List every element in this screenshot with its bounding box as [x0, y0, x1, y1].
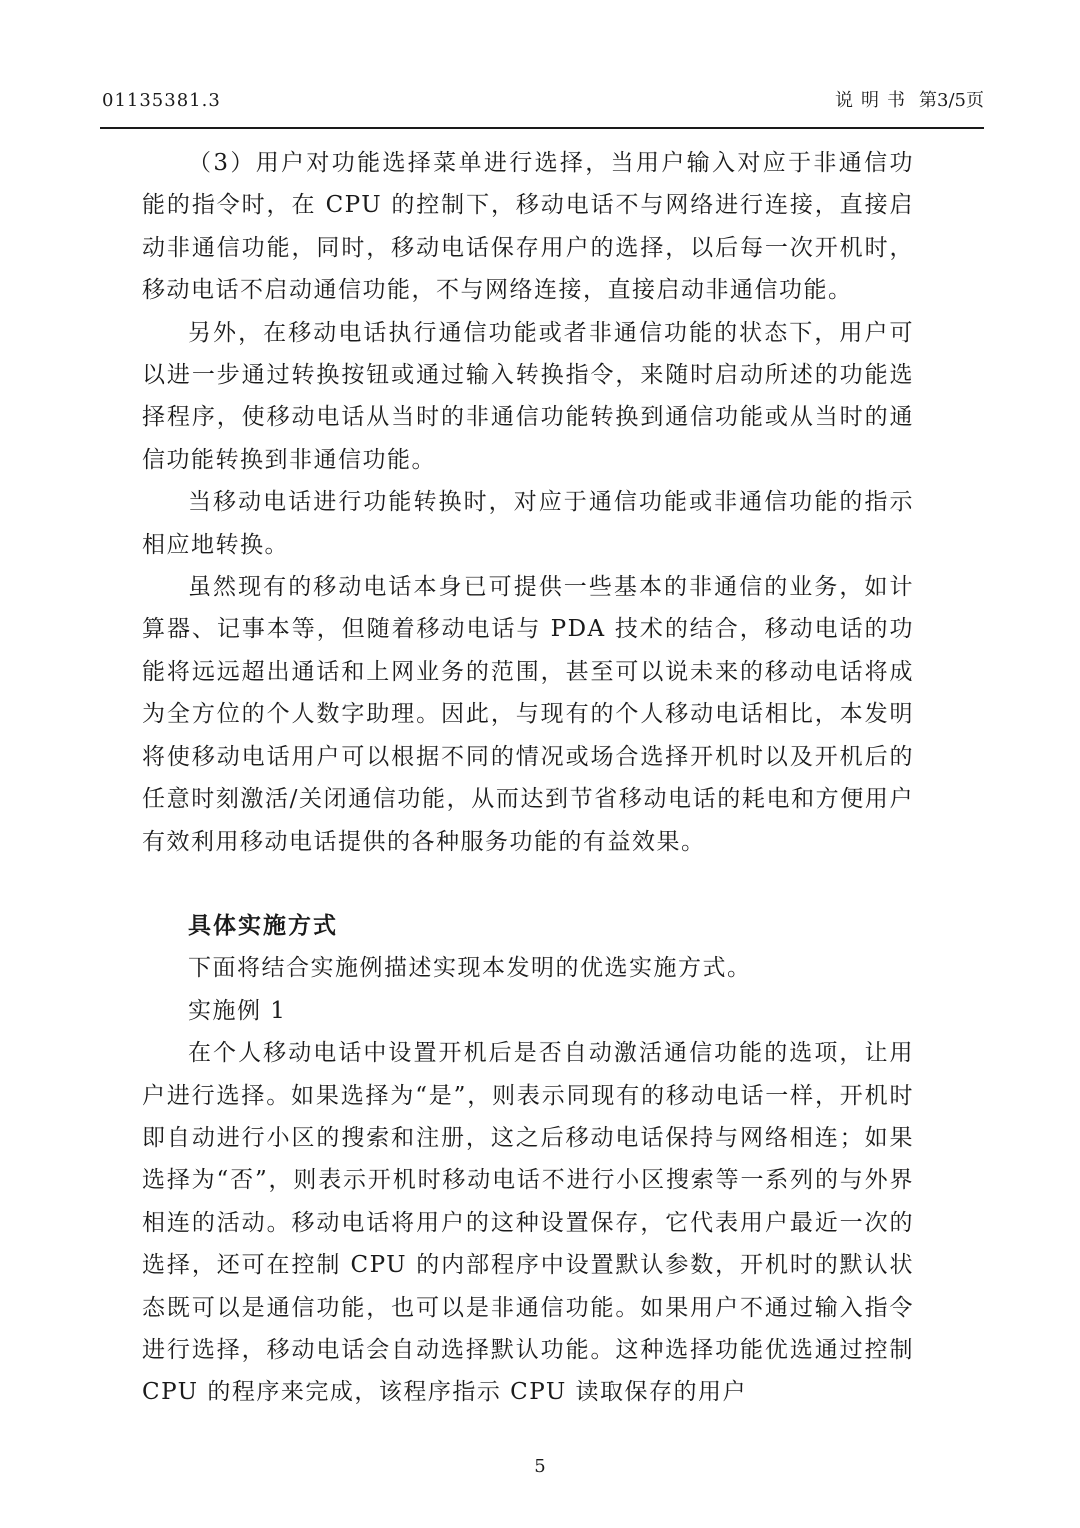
paragraph-2: 另外，在移动电话执行通信功能或者非通信功能的状态下，用户可以进一步通过转换按钮或通过输入转换指令，来随时启动所述的功能选择程序，使移动电话从当时的非通信功能转换到通信功能或从当时的通信功能转换到非通信功能。 [142, 319, 914, 473]
page-number: 5 [534, 1456, 546, 1477]
paragraph-1: （3）用户对功能选择菜单进行选择，当用户输入对应于非通信功能的指令时，在 CPU 的控制下，移动电话不与网络进行连接，直接启动非通信功能，同时，移动电话保存用户的选择，以后每一次开机时，移动电话不启动通信功能，不与网络连接，直接启动非通信功能。 [142, 150, 914, 304]
document-body [142, 142, 914, 1414]
paragraph-7: 在个人移动电话中设置开机后是否自动激活通信功能的选项，让用户进行选择。如果选择为“是”，则表示同现有的移动电话一样，开机时即自动进行小区的搜索和注册，这之后移动电话保持与网络相连；如果选择为“否”，则表示开机时移动电话不进行小区搜索等一系列的与外界相连的活动。移动电话将用户的这种设置保存，它代表用户最近一次的选择，还可在控制 CPU 的内部程序中设置默认参数，开机时的默认状态既可以是通信功能，也可以是非通信功能。如果用户不通过输入指令进行选择，移动电话会自动选择默认功能。这种选择功能优选通过控制 CPU 的程序来完成，该程序指示 CPU 读取保存的用户 [142, 1040, 914, 1406]
paragraph-3: 当移动电话进行功能转换时，对应于通信功能或非通信功能的指示相应地转换。 [142, 489, 914, 558]
doc-type-label: 说明书 [835, 90, 914, 111]
page-label: 第3/5页 [919, 90, 984, 111]
page-header [102, 86, 984, 116]
application-number: 01135381.3 [102, 90, 221, 111]
paragraph-4: 虽然现有的移动电话本身已可提供一些基本的非通信的业务，如计算器、记事本等，但随着移动电话与 PDA 技术的结合，移动电话的功能将远远超出通话和上网业务的范围，甚至可以说未来的移动电话将成为全方位的个人数字助理。因此，与现有的个人移动电话相比，本发明将使移动电话用户可以根据不同的情况或场合选择开机时以及开机后的任意时刻激活/关闭通信功能，从而达到节省移动电话的耗电和方便用户有效利用移动电话提供的各种服务功能的有益效果。 [142, 574, 914, 855]
section-heading: 具体实施方式 [188, 911, 338, 939]
paragraph-6: 实施例 1 [188, 997, 287, 1024]
paragraph-5: 下面将结合实施例描述实现本发明的优选实施方式。 [188, 955, 752, 982]
header-divider [100, 127, 984, 129]
header-right [835, 86, 984, 116]
